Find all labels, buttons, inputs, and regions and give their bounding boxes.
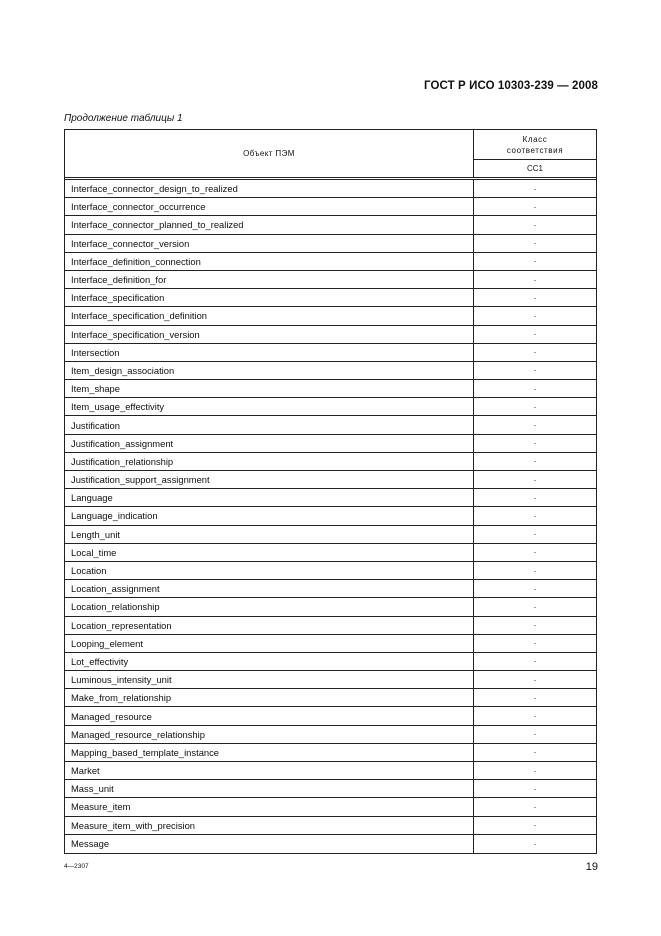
entity-name-cell: Mass_unit — [65, 780, 474, 797]
cc1-mark-cell: · — [533, 529, 537, 540]
cc1-mark-cell: · — [533, 183, 537, 194]
table-row — [65, 780, 596, 798]
cc1-mark-cell: · — [533, 420, 537, 431]
entity-name-cell: Intersection — [65, 344, 474, 361]
entity-name-cell: Language_indication — [65, 507, 474, 524]
cc1-mark-cell: · — [533, 638, 537, 649]
table-row — [65, 380, 596, 398]
column-header-class — [474, 130, 596, 177]
cc1-mark-cell: · — [533, 365, 537, 376]
table-row — [65, 726, 596, 744]
entity-name-cell: Justification — [65, 416, 474, 433]
entity-name-cell: Looping_element — [65, 635, 474, 652]
entity-name-cell: Interface_specification — [65, 289, 474, 306]
table-row — [65, 289, 596, 307]
entity-name-cell: Location_assignment — [65, 580, 474, 597]
cc1-mark-cell: · — [533, 583, 537, 594]
table-row — [65, 435, 596, 453]
table-row — [65, 198, 596, 216]
conformance-class-heading-line1: Класс — [522, 134, 548, 144]
table-row — [65, 398, 596, 416]
table-row — [65, 253, 596, 271]
cc1-mark-cell: · — [533, 347, 537, 358]
table-row — [65, 216, 596, 234]
entity-name-cell: Length_unit — [65, 526, 474, 543]
entity-name-cell: Interface_connector_planned_to_realized — [65, 216, 474, 233]
entity-name-cell: Mapping_based_template_instance — [65, 744, 474, 761]
entity-name-cell: Market — [65, 762, 474, 779]
entity-name-cell: Language — [65, 489, 474, 506]
cc1-mark-cell: · — [533, 274, 537, 285]
cc1-mark-cell: · — [533, 456, 537, 467]
entity-name-cell: Item_shape — [65, 380, 474, 397]
table-row — [65, 489, 596, 507]
table-row — [65, 453, 596, 471]
entity-name-cell: Managed_resource_relationship — [65, 726, 474, 743]
cc1-mark-cell: · — [533, 310, 537, 321]
entity-name-cell: Interface_connector_version — [65, 235, 474, 252]
table-row — [65, 762, 596, 780]
table-row — [65, 180, 596, 198]
entity-name-cell: Local_time — [65, 544, 474, 561]
cc1-mark-cell: · — [533, 292, 537, 303]
entity-name-cell: Message — [65, 835, 474, 853]
page-number: 19 — [585, 861, 598, 873]
cc1-mark-cell: · — [533, 692, 537, 703]
table-row — [65, 653, 596, 671]
table-row — [65, 507, 596, 525]
entity-name-cell: Interface_definition_connection — [65, 253, 474, 270]
cc1-mark-cell: · — [533, 838, 537, 849]
conformance-class-heading-line2: соответствия — [506, 145, 564, 155]
entity-name-cell: Lot_effectivity — [65, 653, 474, 670]
entity-name-cell: Location_representation — [65, 617, 474, 634]
table-row — [65, 326, 596, 344]
table-row — [65, 817, 596, 835]
cc1-mark-cell: · — [533, 656, 537, 667]
cc1-mark-cell: · — [533, 219, 537, 230]
entity-name-cell: Location — [65, 562, 474, 579]
entity-name-cell: Managed_resource — [65, 707, 474, 724]
entity-table — [64, 129, 597, 854]
table-row — [65, 416, 596, 434]
table-row — [65, 617, 596, 635]
table-row — [65, 835, 596, 853]
cc1-mark-cell: · — [533, 601, 537, 612]
table-row — [65, 798, 596, 816]
cc1-mark-cell: · — [533, 620, 537, 631]
table-row — [65, 635, 596, 653]
cc1-mark-cell: · — [533, 383, 537, 394]
cc1-mark-cell: · — [533, 711, 537, 722]
cc1-mark-cell: · — [533, 765, 537, 776]
entity-name-cell: Luminous_intensity_unit — [65, 671, 474, 688]
cc1-mark-cell: · — [533, 820, 537, 831]
footer-print-code: 4—2307 — [64, 863, 89, 870]
table-row — [65, 471, 596, 489]
entity-name-cell: Justification_support_assignment — [65, 471, 474, 488]
cc1-mark-cell: · — [533, 256, 537, 267]
entity-name-cell: Measure_item_with_precision — [65, 817, 474, 834]
entity-name-cell: Justification_relationship — [65, 453, 474, 470]
table-row — [65, 562, 596, 580]
table-row — [65, 271, 596, 289]
table-row — [65, 362, 596, 380]
cc1-mark-cell: · — [533, 510, 537, 521]
column-header-object: Объект ПЭМ — [65, 130, 474, 177]
cc1-mark-cell: · — [533, 492, 537, 503]
table-row — [65, 344, 596, 362]
table-row — [65, 671, 596, 689]
entity-name-cell: Measure_item — [65, 798, 474, 815]
table-row — [65, 598, 596, 616]
cc1-mark-cell: · — [533, 474, 537, 485]
table-body — [65, 180, 596, 853]
cc1-mark-cell: · — [533, 238, 537, 249]
cc1-mark-cell: · — [533, 729, 537, 740]
table-row — [65, 526, 596, 544]
table-row — [65, 580, 596, 598]
table-row — [65, 707, 596, 725]
entity-name-cell: Interface_specification_definition — [65, 307, 474, 324]
cc1-mark-cell: · — [533, 438, 537, 449]
cc1-mark-cell: · — [533, 783, 537, 794]
document-header: ГОСТ Р ИСО 10303-239 — 2008 — [423, 80, 598, 92]
table-row — [65, 689, 596, 707]
cc1-mark-cell: · — [533, 565, 537, 576]
cc1-mark-cell: · — [533, 401, 537, 412]
cc1-mark-cell: · — [533, 674, 537, 685]
table-continuation-label: Продолжение таблицы 1 — [64, 113, 183, 124]
cc1-mark-cell: · — [533, 547, 537, 558]
entity-name-cell: Location_relationship — [65, 598, 474, 615]
cc1-mark-cell: · — [533, 329, 537, 340]
entity-name-cell: Interface_specification_version — [65, 326, 474, 343]
table-row — [65, 307, 596, 325]
entity-name-cell: Justification_assignment — [65, 435, 474, 452]
entity-name-cell: Interface_definition_for — [65, 271, 474, 288]
table-row — [65, 235, 596, 253]
entity-name-cell: Interface_connector_occurrence — [65, 198, 474, 215]
entity-name-cell: Interface_connector_design_to_realized — [65, 180, 474, 197]
table-row — [65, 744, 596, 762]
conformance-class-heading — [474, 130, 596, 160]
cc1-mark-cell: · — [533, 747, 537, 758]
cc1-mark-cell: · — [533, 201, 537, 212]
table-header — [65, 130, 596, 180]
entity-name-cell: Make_from_relationship — [65, 689, 474, 706]
entity-name-cell: Item_usage_effectivity — [65, 398, 474, 415]
column-header-cc1: CC1 — [526, 164, 543, 173]
cc1-mark-cell: · — [533, 801, 537, 812]
table-row — [65, 544, 596, 562]
entity-name-cell: Item_design_association — [65, 362, 474, 379]
